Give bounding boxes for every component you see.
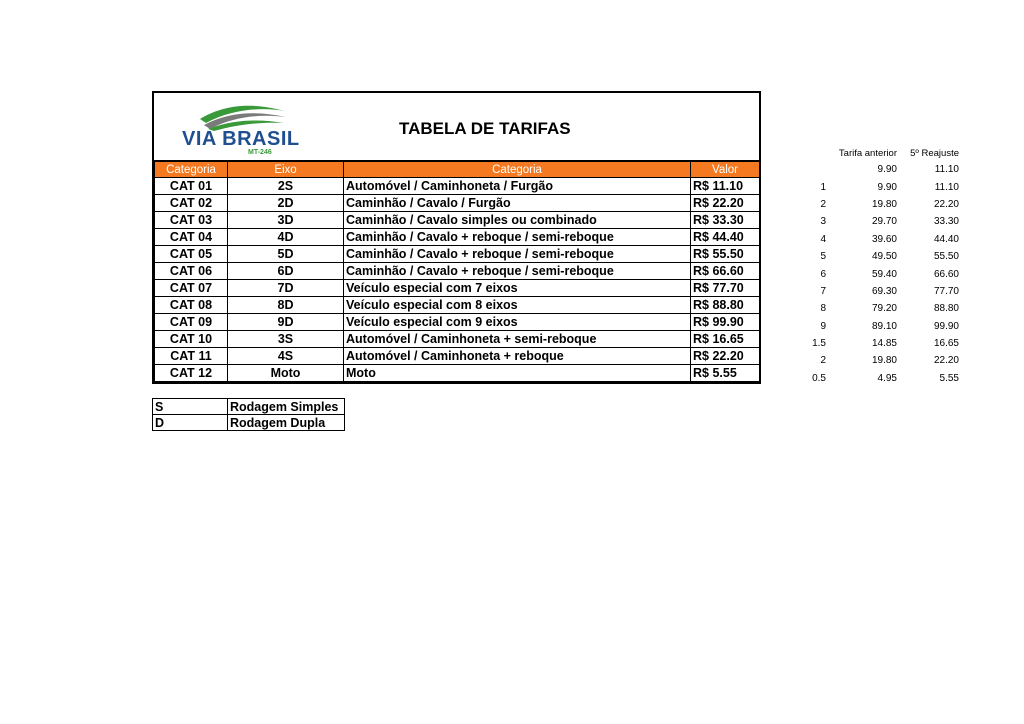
price-cell: R$ 66.60 [691, 263, 760, 280]
readjusted-fare-cell: 11.10 [934, 181, 959, 193]
multiplier-cell: 6 [820, 268, 826, 280]
sheet-header [154, 93, 759, 161]
logo-text: VIA BRASIL [182, 128, 300, 150]
road-swoosh-icon [196, 101, 316, 131]
previous-fare-cell: 9.90 [877, 181, 897, 193]
side-header-readjust: 5º Reajuste [910, 148, 959, 159]
previous-fare-cell: 14.85 [871, 338, 897, 350]
side-row [800, 178, 959, 195]
table-row [155, 195, 760, 212]
price-cell: R$ 99.90 [691, 314, 760, 331]
legend-code: D [153, 415, 228, 431]
legend-label: Rodagem Dupla [228, 415, 345, 431]
side-row [800, 161, 959, 178]
axle-cell: Moto [228, 365, 344, 382]
readjusted-fare-cell: 88.80 [933, 303, 959, 315]
category-cell: CAT 05 [155, 246, 228, 263]
side-row [800, 265, 959, 282]
axle-cell: 2S [228, 178, 344, 195]
description-cell: Moto [344, 365, 691, 382]
side-calculation-table [800, 146, 959, 387]
readjusted-fare-cell: 22.20 [933, 198, 959, 210]
description-cell: Caminhão / Cavalo / Furgão [344, 195, 691, 212]
readjusted-fare-cell: 16.65 [933, 338, 959, 350]
table-row [155, 263, 760, 280]
multiplier-cell: 9 [820, 320, 826, 332]
table-row [155, 212, 760, 229]
description-cell: Automóvel / Caminhoneta + reboque [344, 348, 691, 365]
multiplier-cell: 1 [820, 181, 826, 193]
side-header-row [800, 146, 959, 161]
side-row [800, 335, 959, 352]
previous-fare-cell: 9.90 [877, 164, 897, 176]
axle-cell: 9D [228, 314, 344, 331]
category-cell: CAT 02 [155, 195, 228, 212]
description-cell: Caminhão / Cavalo + reboque / semi-reboque [344, 246, 691, 263]
side-row [800, 300, 959, 317]
table-row [155, 365, 760, 382]
price-cell: R$ 44.40 [691, 229, 760, 246]
readjusted-fare-cell: 22.20 [933, 355, 959, 367]
multiplier-cell: 5 [820, 251, 826, 263]
legend-code: S [153, 399, 228, 415]
previous-fare-cell: 4.95 [877, 372, 897, 384]
price-cell: R$ 5.55 [691, 365, 760, 382]
via-brasil-logo [178, 101, 298, 157]
previous-fare-cell: 39.60 [871, 233, 897, 245]
readjusted-fare-cell: 44.40 [933, 233, 959, 245]
previous-fare-cell: 19.80 [871, 355, 897, 367]
multiplier-cell: 0.5 [812, 372, 826, 384]
category-cell: CAT 01 [155, 178, 228, 195]
readjusted-fare-cell: 11.10 [934, 164, 959, 176]
column-header: Categoria [155, 162, 228, 178]
legend-label: Rodagem Simples [228, 399, 345, 415]
tariff-sheet [152, 91, 761, 384]
column-header: Categoria [344, 162, 691, 178]
readjusted-fare-cell: 99.90 [933, 320, 959, 332]
axle-cell: 4D [228, 229, 344, 246]
logo-subtitle: MT-246 [248, 149, 272, 156]
table-row [155, 280, 760, 297]
category-cell: CAT 06 [155, 263, 228, 280]
category-cell: CAT 03 [155, 212, 228, 229]
previous-fare-cell: 59.40 [871, 268, 897, 280]
axle-cell: 7D [228, 280, 344, 297]
side-row [800, 248, 959, 265]
multiplier-cell: 7 [820, 285, 826, 297]
category-cell: CAT 11 [155, 348, 228, 365]
readjusted-fare-cell: 33.30 [933, 216, 959, 228]
side-row [800, 318, 959, 335]
table-row [155, 178, 760, 195]
readjusted-fare-cell: 55.50 [933, 251, 959, 263]
previous-fare-cell: 19.80 [871, 198, 897, 210]
category-cell: CAT 09 [155, 314, 228, 331]
multiplier-cell: 8 [820, 303, 826, 315]
legend-table [152, 398, 345, 431]
readjusted-fare-cell: 66.60 [933, 268, 959, 280]
side-row [800, 196, 959, 213]
side-row [800, 283, 959, 300]
readjusted-fare-cell: 77.70 [933, 285, 959, 297]
table-header-row [155, 162, 760, 178]
page-title: TABELA DE TARIFAS [399, 119, 571, 138]
table-row [155, 229, 760, 246]
multiplier-cell: 4 [820, 233, 826, 245]
price-cell: R$ 33.30 [691, 212, 760, 229]
category-cell: CAT 12 [155, 365, 228, 382]
previous-fare-cell: 49.50 [871, 251, 897, 263]
side-row [800, 213, 959, 230]
multiplier-cell: 1.5 [812, 338, 826, 350]
axle-cell: 8D [228, 297, 344, 314]
price-cell: R$ 22.20 [691, 348, 760, 365]
axle-cell: 4S [228, 348, 344, 365]
multiplier-cell: 3 [820, 216, 826, 228]
category-cell: CAT 07 [155, 280, 228, 297]
previous-fare-cell: 69.30 [871, 285, 897, 297]
description-cell: Caminhão / Cavalo + reboque / semi-reboque [344, 263, 691, 280]
description-cell: Automóvel / Caminhoneta / Furgão [344, 178, 691, 195]
table-row [155, 331, 760, 348]
tariff-table [154, 161, 760, 382]
table-row [155, 297, 760, 314]
category-cell: CAT 10 [155, 331, 228, 348]
readjusted-fare-cell: 5.55 [939, 372, 959, 384]
previous-fare-cell: 79.20 [871, 303, 897, 315]
side-header-previous: Tarifa anterior [838, 148, 897, 159]
price-cell: R$ 11.10 [691, 178, 760, 195]
axle-cell: 2D [228, 195, 344, 212]
price-cell: R$ 22.20 [691, 195, 760, 212]
description-cell: Caminhão / Cavalo simples ou combinado [344, 212, 691, 229]
description-cell: Automóvel / Caminhoneta + semi-reboque [344, 331, 691, 348]
category-cell: CAT 08 [155, 297, 228, 314]
multiplier-cell: 2 [820, 198, 826, 210]
axle-cell: 3D [228, 212, 344, 229]
multiplier-cell: 2 [820, 355, 826, 367]
axle-cell: 3S [228, 331, 344, 348]
previous-fare-cell: 89.10 [871, 320, 897, 332]
price-cell: R$ 88.80 [691, 297, 760, 314]
legend-row [153, 415, 345, 431]
price-cell: R$ 55.50 [691, 246, 760, 263]
description-cell: Veículo especial com 9 eixos [344, 314, 691, 331]
price-cell: R$ 77.70 [691, 280, 760, 297]
axle-cell: 6D [228, 263, 344, 280]
table-row [155, 314, 760, 331]
side-row [800, 352, 959, 369]
description-cell: Caminhão / Cavalo + reboque / semi-reboque [344, 229, 691, 246]
category-cell: CAT 04 [155, 229, 228, 246]
multiplier-cell [800, 161, 826, 178]
column-header: Valor [691, 162, 760, 178]
side-row [800, 370, 959, 387]
side-row [800, 231, 959, 248]
description-cell: Veículo especial com 8 eixos [344, 297, 691, 314]
table-row [155, 348, 760, 365]
column-header: Eixo [228, 162, 344, 178]
price-cell: R$ 16.65 [691, 331, 760, 348]
axle-cell: 5D [228, 246, 344, 263]
previous-fare-cell: 29.70 [871, 216, 897, 228]
table-row [155, 246, 760, 263]
legend-row [153, 399, 345, 415]
description-cell: Veículo especial com 7 eixos [344, 280, 691, 297]
